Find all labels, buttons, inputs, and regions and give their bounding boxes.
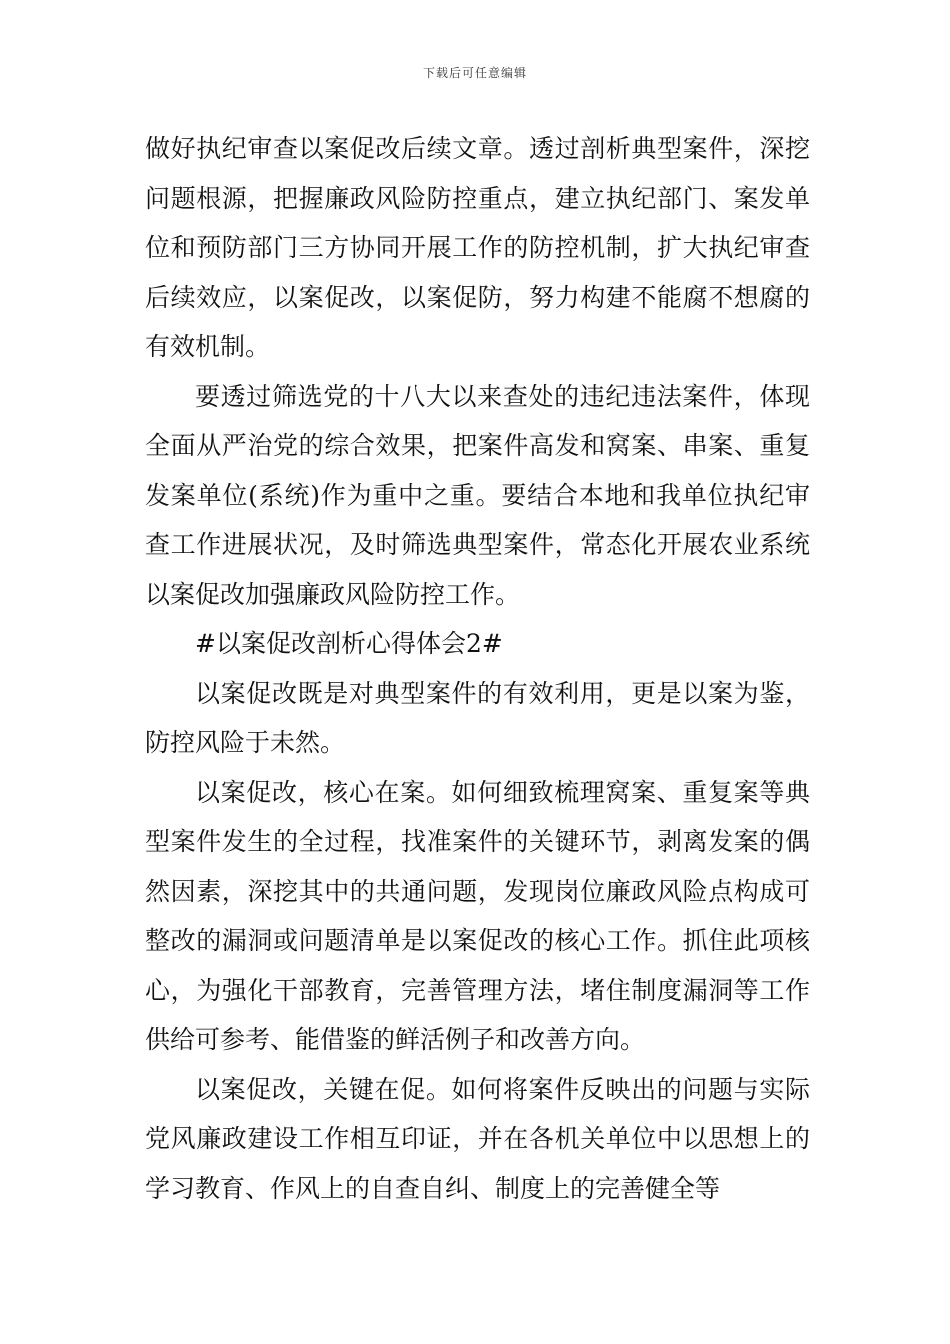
section-heading: #以案促改剖析心得体会2# bbox=[195, 629, 503, 658]
paragraph-1: 做好执纪审查以案促改后续文章。透过剖析典型案件，深挖问题根源，把握廉政风险防控重点，建立执纪部门、案发单位和预防部门三方协同开展工作的防控机制，扩大执纪审查后续效应，以案促改，以案促防，努力构建不能腐不想腐的有效机制。 bbox=[145, 134, 810, 361]
paragraph-5: 以案促改，关键在促。如何将案件反映出的问题与实际党风廉政建设工作相互印证，并在各机关单位中以思想上的学习教育、作风上的自查自纠、制度上的完善健全等 bbox=[145, 1074, 810, 1203]
paragraph-4: 以案促改，核心在案。如何细致梳理窝案、重复案等典型案件发生的全过程，找准案件的关键环节，剥离发案的偶然因素，深挖其中的共通问题，发现岗位廉政风险点构成可整改的漏洞或问题清单是以案促改的核心工作。抓住此项核心，为强化干部教育，完善管理方法，堵住制度漏洞等工作供给可参考、能借鉴的鲜活例子和改善方向。 bbox=[145, 777, 810, 1054]
page-header: 下载后可任意编辑 bbox=[422, 66, 527, 80]
paragraph-3: 以案促改既是对典型案件的有效利用，更是以案为鉴，防控风险于未然。 bbox=[145, 678, 810, 757]
document-body bbox=[145, 124, 810, 1213]
paragraph-2: 要透过筛选党的十八大以来查处的违纪违法案件，体现全面从严治党的综合效果，把案件高发和窝案、串案、重复发案单位(系统)作为重中之重。要结合本地和我单位执纪审查工作进展状况，及时筛选典型案件，常态化开展农业系统以案促改加强廉政风险防控工作。 bbox=[145, 381, 810, 609]
